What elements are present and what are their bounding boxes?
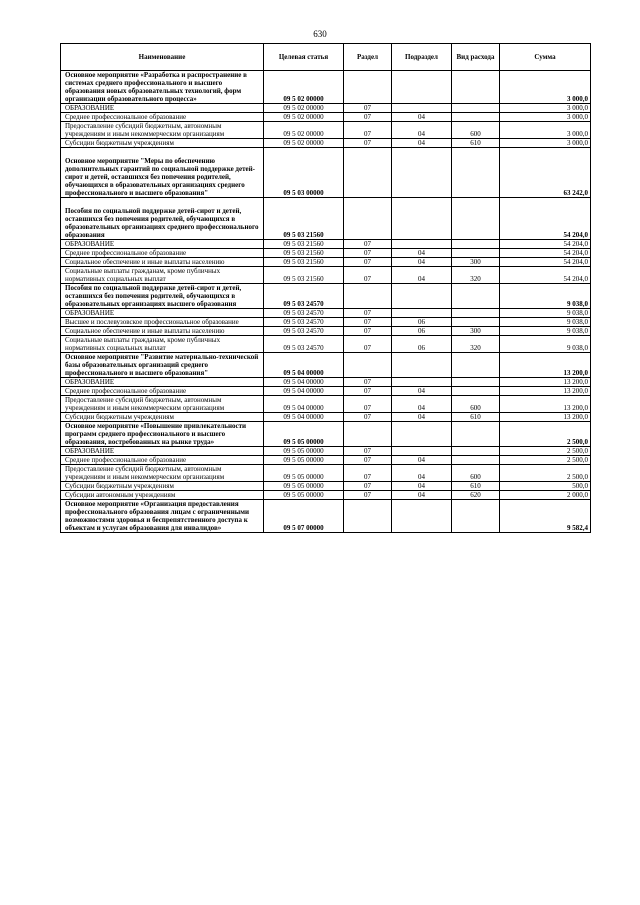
table-row [61,309,591,318]
cell-name: Основное мероприятие "Развитие материально-технической базы образовательных организаций среднего профессионального и высшего образования" [61,353,264,378]
cell-code: 09 5 02 00000 [264,71,344,104]
cell-subsection: 04 [392,139,452,148]
cell-subsection: 06 [392,327,452,336]
cell-expense-type [452,284,500,309]
table-row [61,198,591,240]
table-row [61,396,591,413]
table-row [61,336,591,353]
cell-section: 07 [344,327,392,336]
page-number: 630 [313,29,327,39]
cell-code: 09 5 04 00000 [264,413,344,422]
cell-name: Субсидии бюджетным учреждениям [61,413,264,422]
cell-section: 07 [344,104,392,113]
table-row [61,447,591,456]
table-row [61,113,591,122]
table-row [61,327,591,336]
cell-section: 07 [344,318,392,327]
header-code: Целевая статья [264,44,344,71]
cell-sum: 3 000,0 [500,139,591,148]
cell-name: Социальное обеспечение и иные выплаты населению [61,258,264,267]
cell-expense-type: 610 [452,482,500,491]
cell-name: ОБРАЗОВАНИЕ [61,309,264,318]
cell-expense-type [452,148,500,198]
cell-expense-type: 320 [452,336,500,353]
cell-code: 09 5 03 24570 [264,318,344,327]
cell-name: Основное мероприятие «Организация предоставления профессионального образования лицам с ограниченными возможностями здоровья и беспрепятственного доступа к объектам и услугам образования для инвалидов» [61,500,264,533]
cell-subsection: 06 [392,318,452,327]
cell-expense-type [452,318,500,327]
cell-sum: 2 500,0 [500,456,591,465]
cell-section: 07 [344,249,392,258]
cell-sum: 13 200,0 [500,378,591,387]
cell-section: 07 [344,456,392,465]
cell-code: 09 5 02 00000 [264,122,344,139]
cell-expense-type [452,113,500,122]
table-row [61,482,591,491]
table-row [61,258,591,267]
cell-name: Высшее и послевузовское профессиональное образование [61,318,264,327]
cell-sum: 63 242,0 [500,148,591,198]
cell-code: 09 5 05 00000 [264,482,344,491]
cell-name: Среднее профессиональное образование [61,387,264,396]
cell-subsection: 04 [392,387,452,396]
table-row [61,240,591,249]
cell-expense-type: 600 [452,465,500,482]
table-row [61,104,591,113]
cell-section [344,198,392,240]
cell-expense-type [452,198,500,240]
table-row [61,387,591,396]
cell-expense-type [452,422,500,447]
cell-subsection: 04 [392,482,452,491]
cell-expense-type: 300 [452,327,500,336]
cell-code: 09 5 02 00000 [264,139,344,148]
cell-section: 07 [344,139,392,148]
cell-section: 07 [344,387,392,396]
cell-expense-type: 610 [452,413,500,422]
cell-code: 09 5 05 00000 [264,465,344,482]
cell-sum: 9 038,0 [500,318,591,327]
budget-table [60,43,591,533]
cell-subsection [392,353,452,378]
cell-subsection [392,148,452,198]
cell-subsection [392,104,452,113]
cell-name: Социальные выплаты гражданам, кроме публичных нормативных социальных выплат [61,336,264,353]
table-row [61,284,591,309]
cell-sum: 13 200,0 [500,353,591,378]
cell-subsection: 04 [392,491,452,500]
cell-sum: 54 204,0 [500,198,591,240]
cell-section: 07 [344,482,392,491]
table-row [61,456,591,465]
cell-subsection: 04 [392,413,452,422]
cell-expense-type [452,104,500,113]
cell-code: 09 5 03 00000 [264,148,344,198]
cell-name: Среднее профессиональное образование [61,249,264,258]
cell-name: Субсидии автономным учреждениям [61,491,264,500]
cell-sum: 54 204,0 [500,267,591,284]
cell-code: 09 5 03 21560 [264,198,344,240]
cell-section [344,148,392,198]
table-row [61,267,591,284]
cell-subsection [392,240,452,249]
cell-sum: 2 000,0 [500,491,591,500]
cell-section: 07 [344,258,392,267]
cell-subsection: 04 [392,249,452,258]
cell-sum: 3 000,0 [500,104,591,113]
cell-sum: 13 200,0 [500,387,591,396]
cell-code: 09 5 04 00000 [264,378,344,387]
table-row [61,148,591,198]
cell-name: Среднее профессиональное образование [61,456,264,465]
cell-name: Основное мероприятие «Разработка и распространение в системах среднего профессионального и высшего образования новых образовательных технологий, форм организации образовательного процесса» [61,71,264,104]
cell-name: Пособия по социальной поддержке детей-сирот и детей, оставшихся без попечения родителей, обучающихся в образовательных организациях среднего профессионального образования [61,198,264,240]
table-row [61,318,591,327]
cell-sum: 54 204,0 [500,240,591,249]
cell-subsection [392,378,452,387]
cell-code: 09 5 03 24570 [264,327,344,336]
cell-section [344,284,392,309]
cell-name: Социальные выплаты гражданам, кроме публичных нормативных социальных выплат [61,267,264,284]
cell-expense-type: 610 [452,139,500,148]
cell-expense-type: 620 [452,491,500,500]
cell-code: 09 5 03 24570 [264,336,344,353]
cell-code: 09 5 03 21560 [264,258,344,267]
cell-name: ОБРАЗОВАНИЕ [61,447,264,456]
cell-subsection [392,447,452,456]
cell-sum: 13 200,0 [500,413,591,422]
cell-name: Основное мероприятие "Меры по обеспечению дополнительных гарантий по социальной поддержке детей-сирот и детей, оставшихся без попечения родителей, обучающихся в образовательных организациях среднего профессионального и высшего образования" [61,148,264,198]
table-row [61,378,591,387]
cell-expense-type: 600 [452,122,500,139]
table-row [61,122,591,139]
cell-name: Основное мероприятие «Повышение привлекательности программ среднего профессионального и высшего образования, востребованных на рынке труда» [61,422,264,447]
cell-name: Социальное обеспечение и иные выплаты населению [61,327,264,336]
cell-subsection [392,500,452,533]
cell-sum: 9 038,0 [500,327,591,336]
cell-name: Пособия по социальной поддержке детей-сирот и детей, оставшихся без попечения родителей, обучающихся в образовательных организациях высшего образования [61,284,264,309]
cell-name: Субсидии бюджетным учреждениям [61,139,264,148]
table-header-row [61,44,591,71]
cell-name: Субсидии бюджетным учреждениям [61,482,264,491]
table-row [61,139,591,148]
cell-name: ОБРАЗОВАНИЕ [61,378,264,387]
cell-code: 09 5 04 00000 [264,387,344,396]
cell-name: ОБРАЗОВАНИЕ [61,104,264,113]
cell-section: 07 [344,413,392,422]
cell-sum: 13 200,0 [500,396,591,413]
cell-subsection: 04 [392,456,452,465]
table-body [61,71,591,533]
cell-code: 09 5 05 00000 [264,491,344,500]
cell-sum: 9 582,4 [500,500,591,533]
header-sum: Сумма [500,44,591,71]
cell-expense-type: 600 [452,396,500,413]
cell-section [344,353,392,378]
cell-sum: 9 038,0 [500,309,591,318]
cell-section: 07 [344,267,392,284]
cell-subsection: 06 [392,336,452,353]
cell-sum: 2 500,0 [500,465,591,482]
cell-code: 09 5 05 00000 [264,456,344,465]
cell-expense-type [452,387,500,396]
cell-subsection: 04 [392,396,452,413]
header-section: Раздел [344,44,392,71]
table-row [61,500,591,533]
header-name: Наименование [61,44,264,71]
cell-name: Предоставление субсидий бюджетным, автономным учреждениям и иным некоммерческим организациям [61,396,264,413]
cell-section [344,500,392,533]
cell-expense-type [452,71,500,104]
table-row [61,353,591,378]
cell-section: 07 [344,122,392,139]
cell-sum: 2 500,0 [500,447,591,456]
table-row [61,465,591,482]
cell-subsection [392,71,452,104]
cell-subsection: 04 [392,258,452,267]
cell-section: 07 [344,336,392,353]
cell-code: 09 5 05 00000 [264,447,344,456]
cell-expense-type: 320 [452,267,500,284]
cell-section: 07 [344,396,392,413]
cell-code: 09 5 02 00000 [264,113,344,122]
cell-sum: 3 000,0 [500,71,591,104]
cell-code: 09 5 03 24570 [264,309,344,318]
cell-section [344,71,392,104]
cell-code: 09 5 07 00000 [264,500,344,533]
cell-name: ОБРАЗОВАНИЕ [61,240,264,249]
cell-subsection: 04 [392,465,452,482]
cell-name: Предоставление субсидий бюджетным, автономным учреждениям и иным некоммерческим организациям [61,122,264,139]
cell-code: 09 5 03 24570 [264,284,344,309]
header-subsection: Подраздел [392,44,452,71]
header-expense-type: Вид расхода [452,44,500,71]
cell-expense-type [452,500,500,533]
cell-section: 07 [344,240,392,249]
cell-code: 09 5 03 21560 [264,249,344,258]
table-row [61,249,591,258]
cell-subsection [392,422,452,447]
table-row [61,71,591,104]
cell-expense-type [452,249,500,258]
table-row [61,422,591,447]
table-row [61,413,591,422]
cell-code: 09 5 02 00000 [264,104,344,113]
cell-name: Предоставление субсидий бюджетным, автономным учреждениям и иным некоммерческим организациям [61,465,264,482]
cell-subsection: 04 [392,267,452,284]
cell-section: 07 [344,309,392,318]
cell-sum: 500,0 [500,482,591,491]
cell-expense-type [452,447,500,456]
cell-section: 07 [344,113,392,122]
cell-sum: 2 500,0 [500,422,591,447]
cell-expense-type [452,456,500,465]
cell-sum: 3 000,0 [500,122,591,139]
cell-section: 07 [344,447,392,456]
cell-subsection: 04 [392,113,452,122]
cell-code: 09 5 04 00000 [264,396,344,413]
cell-section: 07 [344,465,392,482]
cell-expense-type [452,378,500,387]
cell-expense-type: 300 [452,258,500,267]
cell-section: 07 [344,378,392,387]
cell-sum: 9 038,0 [500,336,591,353]
cell-sum: 54 204,0 [500,258,591,267]
cell-code: 09 5 03 21560 [264,240,344,249]
cell-code: 09 5 04 00000 [264,353,344,378]
cell-subsection [392,309,452,318]
cell-sum: 54 204,0 [500,249,591,258]
cell-code: 09 5 05 00000 [264,422,344,447]
cell-subsection [392,284,452,309]
cell-code: 09 5 03 21560 [264,267,344,284]
cell-expense-type [452,240,500,249]
cell-subsection: 04 [392,122,452,139]
cell-sum: 9 038,0 [500,284,591,309]
cell-name: Среднее профессиональное образование [61,113,264,122]
cell-subsection [392,198,452,240]
cell-section [344,422,392,447]
cell-section: 07 [344,491,392,500]
table-row [61,491,591,500]
cell-sum: 3 000,0 [500,113,591,122]
cell-expense-type [452,353,500,378]
cell-expense-type [452,309,500,318]
